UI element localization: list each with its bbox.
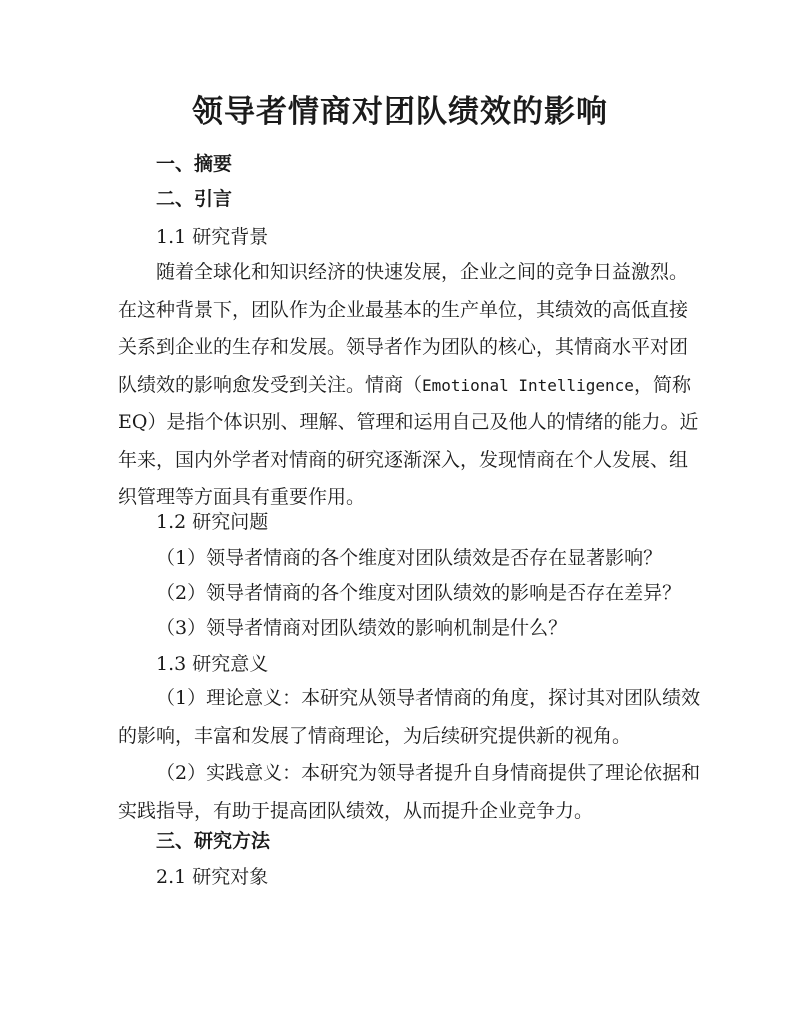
paragraph-line: 关系到企业的生存和发展。领导者作为团队的核心，其情商水平对团 bbox=[118, 336, 689, 358]
research-question-2: （2）领导者情商的各个维度对团队绩效的影响是否存在差异？ bbox=[156, 582, 682, 604]
paragraph-line: 随着全球化和知识经济的快速发展，企业之间的竞争日益激烈。 bbox=[156, 261, 689, 283]
paragraph-line: 年来，国内外学者对情商的研究逐渐深入，发现情商在个人发展、组 bbox=[118, 448, 689, 471]
paragraph-practical-significance bbox=[118, 755, 701, 830]
heading-research-questions: 1.2 研究问题 bbox=[156, 511, 269, 533]
research-question-1: （1）领导者情商的各个维度对团队绩效是否存在显著影响？ bbox=[156, 547, 663, 569]
paragraph-line: 织管理等方面具有重要作用。 bbox=[118, 486, 366, 508]
text-segment: ，简称 bbox=[633, 373, 691, 396]
paragraph-line: 在这种背景下，团队作为企业最基本的生产单位，其绩效的高低直接 bbox=[118, 298, 689, 321]
heading-introduction: 二、引言 bbox=[156, 188, 233, 210]
research-question-3: （3）领导者情商对团队绩效的影响机制是什么？ bbox=[156, 617, 568, 639]
heading-research-subjects: 2.1 研究对象 bbox=[156, 866, 269, 888]
text-segment: 队绩效的影响愈发受到关注。情商（ bbox=[118, 373, 423, 396]
english-term: Emotional Intelligence bbox=[422, 375, 634, 395]
paragraph-line: EQ）是指个体识别、理解、管理和运用自己及他人的情绪的能力。近 bbox=[118, 411, 699, 433]
paragraph-line: 的影响，丰富和发展了情商理论，为后续研究提供新的视角。 bbox=[118, 724, 632, 747]
heading-abstract: 一、摘要 bbox=[156, 153, 233, 175]
paragraph-line bbox=[118, 367, 691, 405]
paragraph-theoretical-significance bbox=[118, 680, 701, 755]
paragraph-line: （2）实践意义：本研究为领导者提升自身情商提供了理论依据和 bbox=[156, 762, 701, 784]
paragraph-line: 实践指导，有助于提高团队绩效，从而提升企业竞争力。 bbox=[118, 799, 594, 822]
paragraph-research-background bbox=[118, 254, 699, 517]
paragraph-line: （1）理论意义：本研究从领导者情商的角度，探讨其对团队绩效 bbox=[156, 687, 701, 709]
heading-research-methods: 三、研究方法 bbox=[156, 830, 271, 852]
heading-research-background: 1.1 研究背景 bbox=[156, 226, 269, 248]
document-title: 领导者情商对团队绩效的影响 bbox=[192, 94, 608, 130]
heading-research-significance: 1.3 研究意义 bbox=[156, 653, 269, 675]
